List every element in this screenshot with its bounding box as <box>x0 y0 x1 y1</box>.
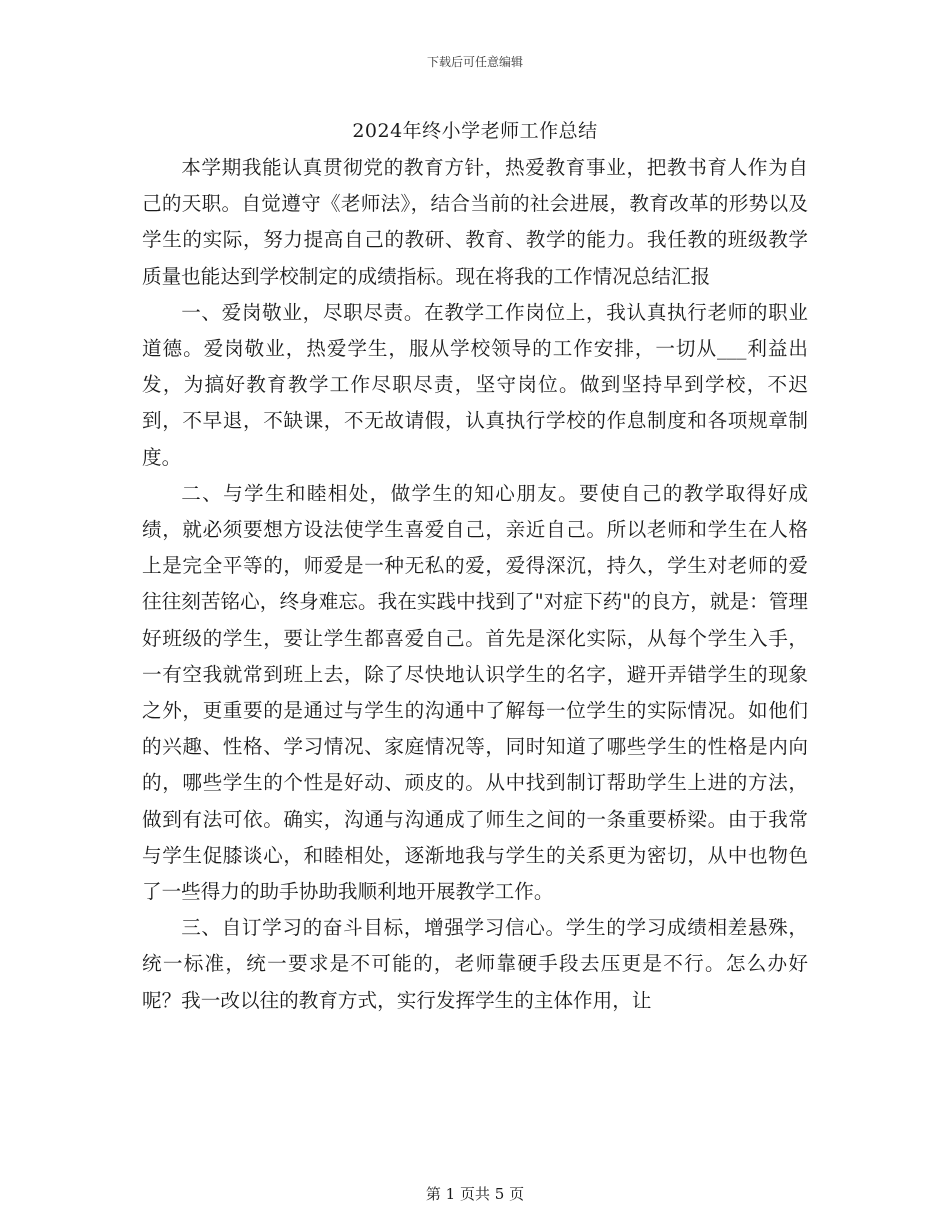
paragraph-section-1: 一、爱岗敬业，尽职尽责。在教学工作岗位上，我认真执行老师的职业道德。爱岗敬业，热爱学生，服从学校领导的工作安排，一切从___利益出发，为搞好教育教学工作尽职尽责，坚守岗位。做到坚持早到学校，不迟到，不早退，不缺课，不无故请假，认真执行学校的作息制度和各项规章制度。 <box>142 300 808 469</box>
document-body <box>142 150 808 1019</box>
page-footer: 第 1 页共 5 页 <box>425 1185 525 1203</box>
document-title: 2024年终小学老师工作总结 <box>352 120 598 142</box>
paragraph-intro: 本学期我能认真贯彻党的教育方针，热爱教育事业，把教书育人作为自己的天职。自觉遵守《老师法》，结合当前的社会进展，教育改革的形势以及学生的实际，努力提高自己的教研、教育、教学的能力。我任教的班级教学质量也能达到学校制定的成绩指标。现在将我的工作情况总结汇报 <box>142 156 808 288</box>
header-note: 下载后可任意编辑 <box>426 55 523 69</box>
paragraph-section-3: 三、自订学习的奋斗目标，增强学习信心。学生的学习成绩相差悬殊，统一标准，统一要求是不可能的，老师靠硬手段去压更是不行。怎么办好呢？我一改以往的教育方式，实行发挥学生的主体作用，让 <box>142 916 808 1012</box>
paragraph-section-2: 二、与学生和睦相处，做学生的知心朋友。要使自己的教学取得好成绩，就必须要想方设法使学生喜爱自己，亲近自己。所以老师和学生在人格上是完全平等的，师爱是一种无私的爱，爱得深沉，持久，学生对老师的爱往往刻苦铭心，终身难忘。我在实践中找到了"对症下药"的良方，就是：管理好班级的学生，要让学生都喜爱自己。首先是深化实际，从每个学生入手，一有空我就常到班上去，除了尽快地认识学生的名字，避开弄错学生的现象之外，更重要的是通过与学生的沟通中了解每一位学生的实际情况。如他们的兴趣、性格、学习情况、家庭情况等，同时知道了哪些学生的性格是内向的，哪些学生的个性是好动、顽皮的。从中找到制订帮助学生上进的方法，做到有法可依。确实，沟通与沟通成了师生之间的一条重要桥梁。由于我常与学生促膝谈心，和睦相处，逐渐地我与学生的关系更为密切，从中也物色了一些得力的助手协助我顺利地开展教学工作。 <box>142 481 808 904</box>
